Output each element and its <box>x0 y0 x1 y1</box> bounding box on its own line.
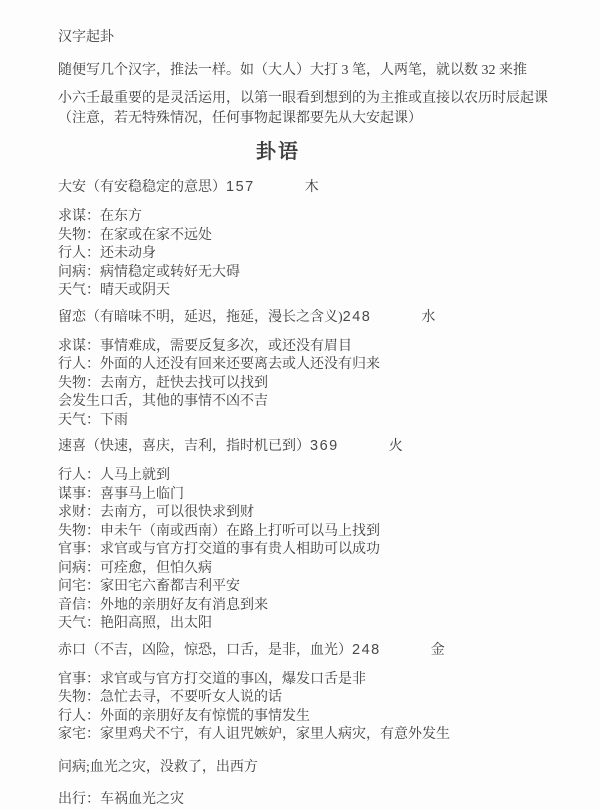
detail-line: 求财：去南方，可以很快求到财 <box>58 505 254 520</box>
detail-line: 问病：病情稳定或转好无大碍 <box>58 264 240 280</box>
detail-line: 天气：下雨 <box>58 412 128 428</box>
hexagram-section-header <box>58 639 572 659</box>
detail-line: 失物：在家或在家不远处 <box>58 227 212 243</box>
detail-line: 失物：急忙去寻，不要听女人说的话 <box>58 690 282 705</box>
hexagram-element: 金 <box>430 642 445 658</box>
detail-line: 出行：车祸血光之灾 <box>58 792 184 807</box>
hexagram-section-header <box>58 176 572 196</box>
hexagram-section <box>58 176 572 301</box>
detail-line: 天气：艳阳高照，出太阳 <box>58 616 212 631</box>
intro-paragraph-2 <box>58 89 572 129</box>
intro-paragraph-2-line-2: （注意，若无特殊情况，任何事物起课都要先从大安起课） <box>58 111 422 126</box>
detail-line: 行人：外面的人还没有回来还要离去或人还没有归来 <box>58 357 380 372</box>
hexagram-number: 248 <box>342 308 372 325</box>
detail-line: 问病;血光之灾，没救了，出西方 <box>58 759 258 775</box>
detail-line: 行人：还未动身 <box>58 246 156 261</box>
hexagram-element: 水 <box>421 309 436 325</box>
doc-title: 汉字起卦 <box>58 30 114 45</box>
detail-line: 失物：申未午（南或西南）在路上打听可以马上找到 <box>58 523 380 539</box>
detail-line: 官事：求官或与官方打交道的事凶，爆发口舌是非 <box>58 671 366 687</box>
detail-paragraph <box>58 338 572 431</box>
hexagram-section <box>58 435 572 634</box>
hexagram-title: 赤口（不吉，凶险，惊恐，口舌，是非，血光） <box>58 642 352 658</box>
detail-line: 求谋：在东方 <box>58 209 142 224</box>
hexagram-sections <box>58 176 572 810</box>
detail-paragraph <box>58 208 572 301</box>
gua-yu-heading: 卦语 <box>256 141 300 163</box>
detail-paragraph <box>58 791 572 810</box>
detail-paragraph <box>58 671 572 745</box>
detail-line: 行人：外面的亲朋好友有惊慌的事情发生 <box>58 708 310 724</box>
hexagram-title: 大安（有安稳稳定的意思） <box>58 180 226 195</box>
detail-line: 问病：可痊愈，但怕久病 <box>58 560 212 576</box>
detail-line: 求谋：事情难成，需要反复多次，或还没有眉目 <box>58 338 352 354</box>
intro-paragraph-1: 随便写几个汉字，推法一样。如（大人）大打 3 笔，人两笔，就以数 32 来推 <box>58 63 527 78</box>
detail-line: 问宅：家田宅六畜都吉利平安 <box>58 579 240 594</box>
hexagram-number: 157 <box>226 179 255 195</box>
hexagram-element: 火 <box>388 439 403 454</box>
hexagram-section-header <box>58 435 572 455</box>
hexagram-title: 留恋（有暗味不明，延迟，拖延，漫长之含义) <box>58 309 343 325</box>
detail-line: 行人：人马上就到 <box>58 468 170 483</box>
hexagram-title: 速喜（快速，喜庆，吉利，指时机已到） <box>58 439 310 454</box>
detail-line: 家宅：家里鸡犬不宁，有人诅咒嫉妒，家里人病灾，有意外发生 <box>58 727 450 742</box>
hexagram-section <box>58 306 572 431</box>
detail-line: 谋事：喜事马上临门 <box>58 486 184 502</box>
intro-paragraph-2-line-1: 小六壬最重要的是灵活运用，以第一眼看到想到的为主推或直接以农历时辰起课 <box>58 91 548 106</box>
detail-paragraph <box>58 467 572 634</box>
hexagram-section <box>58 639 572 810</box>
hexagram-element: 木 <box>304 180 319 195</box>
hexagram-number: 369 <box>310 438 339 454</box>
detail-line: 官事：求官或与官方打交道的事有贵人相助可以成功 <box>58 542 380 557</box>
hexagram-section-header <box>58 306 572 326</box>
detail-line: 天气：晴天或阴天 <box>58 283 170 298</box>
detail-line: 音信：外地的亲朋好友有消息到来 <box>58 597 268 613</box>
detail-paragraph <box>58 759 572 778</box>
hexagram-number: 248 <box>352 641 381 658</box>
detail-line: 失物：去南方，赶快去找可以找到 <box>58 375 268 391</box>
detail-line: 会发生口舌，其他的事情不凶不吉 <box>58 394 268 409</box>
